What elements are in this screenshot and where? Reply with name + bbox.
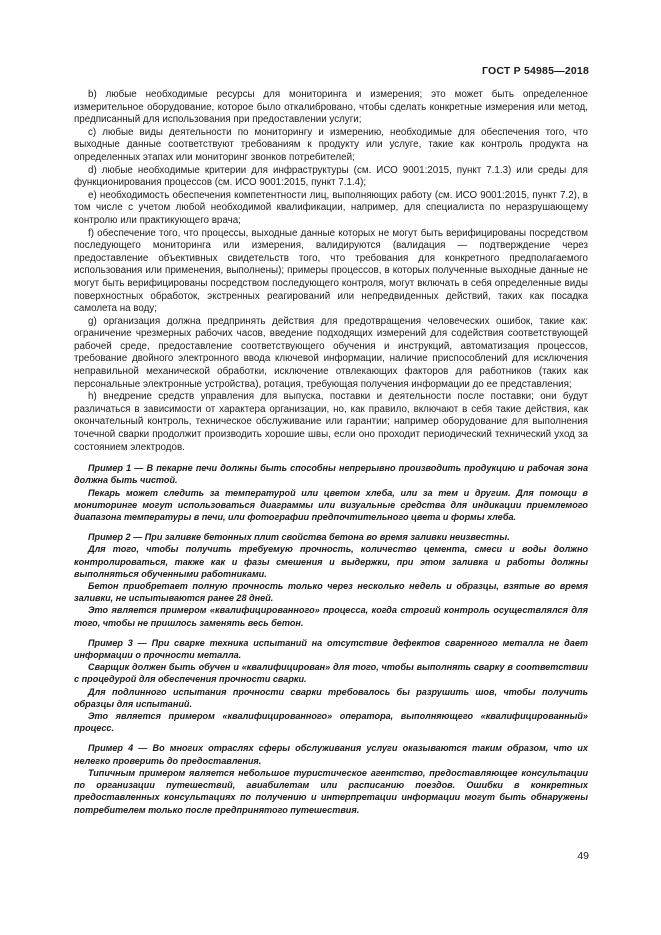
example-4 — [74, 742, 588, 815]
list-item-e: e) необходимость обеспечения компетентности лиц, выполняющих работу (см. ИСО 9001:2015, пункт 7.2), в том числе с учетом любой необходимой квалификации, например, для специалиста по неразрушающему контролю или практикующего врача; — [74, 189, 588, 226]
example-2 — [74, 531, 588, 629]
example-paragraph: Пример 4 — Во многих отраслях сферы обслуживания услуги оказываются таким образом, что их нелегко проверить до предоставления. — [74, 743, 588, 766]
example-paragraph: Для подлинного испытания прочности сварки требовалось бы разрушить шов, чтобы получить образцы для испытаний. — [74, 686, 588, 709]
document-header: ГОСТ Р 54985—2018 — [481, 65, 589, 77]
list-item-c: c) любые виды деятельности по мониторингу и измерению, необходимые для обеспечения того, что выходные данные соответствуют требованиям к продукту или услуге, такие как контроль продукта на определенных этапах или мониторинг звонков потребителей; — [74, 126, 588, 163]
example-paragraph: Это является примером «квалифицированного» оператора, выполняющего «квалифицированный» процесс. — [74, 711, 588, 734]
example-paragraph: Пекарь может следить за температурой или цветом хлеба, или за тем и другим. Для помощи в мониторинге могут использоваться диаграммы или визуальные средства для индикации приемлемого диапазона температуры в печи, или фотографии предпочтительного цвета и формы хлеба. — [74, 487, 588, 523]
document-body — [74, 89, 588, 816]
example-paragraph: Сварщик должен быть обучен и «квалифицирован» для того, чтобы выполнять сварку в соответствии с процедурой для обеспечения прочности сварки. — [74, 662, 588, 685]
example-3 — [74, 637, 588, 735]
example-paragraph: Бетон приобретает полную прочность только через несколько недель и образцы, взятые во время заливки, не испытываются ранее 28 дней. — [74, 581, 588, 604]
list-item-f: f) обеспечение того, что процессы, выходные данные которых не могут быть верифицированы посредством последующего мониторинга или измерения, валидируются (валидация — подтверждение через предоставление объективных свидетельств того, что требования для конкретного предполагаемого использования или применения, выполнены); примеры процессов, в которых полученные выходные данные не могут быть верифицированы посредством последующего контроля, могут включать в себя определенные виды поверхностных обработок, экстренных реагирований или непредвиденных действий, таких как посадка самолета на воду; — [74, 227, 588, 315]
example-paragraph: Это является примером «квалифицированного» процесса, когда строгий контроль осуществлялся для того, чтобы не пришлось заменять весь бетон. — [74, 605, 588, 628]
list-item-h: h) внедрение средств управления для выпуска, поставки и деятельности после поставки; они будут различаться в зависимости от характера организации, но, как правило, включают в себя такие действия, как окончательный контроль, техническое обслуживание или гарантии; например оборудование для выполнения точечной сварки продолжит производить хорошие швы, если оно проходит периодический технический уход за состоянием электродов. — [74, 391, 588, 453]
page-number: 49 — [577, 850, 589, 862]
list-item-b: b) любые необходимые ресурсы для мониторинга и измерения; это может быть определенное измерительное оборудование, которое было откалибровано, чтобы сделать конкретные измерения или метод, предписанный для использования при предоставлении услуги; — [74, 89, 588, 126]
example-1 — [74, 462, 588, 523]
list-item-g: g) организация должна предпринять действия для предотвращения человеческих ошибок, такие как: ограничение чрезмерных рабочих часов, введение подходящих измерений для содействия соответствующей рабочей среде, предоставление соответствующего обучения и инструкций, автоматизация процессов, требование двойного электронного ввода ключевой информации, наличие приспособлений для исключения неправильной механической обработки, исключение отвлекающих факторов для работников (таких как персональные электронные устройства), ротация, требующая получения информации до ее представления; — [74, 315, 588, 390]
example-paragraph: Пример 2 — При заливке бетонных плит свойства бетона во время заливки неизвестны. — [88, 532, 510, 543]
example-paragraph: Типичным примером является небольшое туристическое агентство, предоставляющее консультации по организации путешествий, авиабилетам или расписанию поездов. Ошибки в конкретных предоставленных консультациях по получению и интерпретации информации могут быть обнаружены потребителем только после предпринятого путешествия. — [74, 767, 588, 815]
example-paragraph: Пример 1 — В пекарне печи должны быть способны непрерывно производить продукцию и рабочая зона должна быть чистой. — [74, 463, 588, 486]
example-paragraph: Для того, чтобы получить требуемую прочность, количество цемента, смеси и воды должно контролироваться, также как и фазы смешения и выдержки, при этом заливка и работы должны выполняться обученными работниками. — [74, 544, 588, 579]
list-item-d: d) любые необходимые критерии для инфраструктуры (см. ИСО 9001:2015, пункт 7.1.3) или среды для функционирования процессов (см. ИСО 9001:2015, пункт 7.1.4); — [74, 164, 588, 189]
example-paragraph: Пример 3 — При сварке техника испытаний на отсутствие дефектов сваренного металла не дает информации о прочности металла. — [74, 637, 588, 661]
